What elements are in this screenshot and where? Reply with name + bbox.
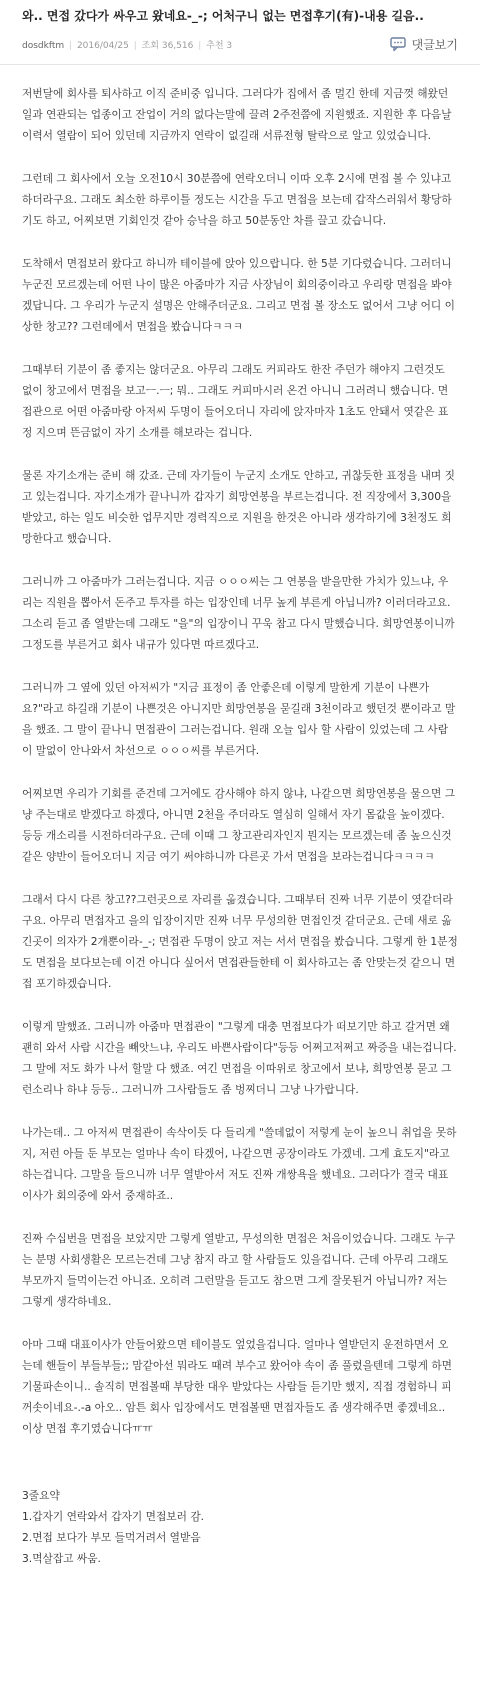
paragraph: 물론 자기소개는 준비 해 갔죠. 근데 자기들이 누군지 소개도 안하고, 귀찮듯한 표정을 내며 짓고 있는겁니다. 자기소개가 끝나니까 갑자기 희망연봉을 부르는겁니다. 전 직장에서 3,300을 받았고, 하는 일도 비슷한 업무지만 경력직으로 지원을 한것은 아니라 생각하기에 3천정도 희망한다고 했습니다.: [22, 469, 455, 545]
view-comments-button[interactable]: [390, 36, 458, 53]
post-meta: [22, 38, 232, 51]
summary-section: [22, 1485, 458, 1569]
paragraph: 그런데 그 회사에서 오늘 오전10시 30분쯤에 연락오더니 이따 오후 2시에 면접 볼 수 있냐고 하더라구요. 그래도 최소한 하루이틀 정도는 시간을 두고 면접을 보는데 갑작스러워서 황당하기도 하고, 어찌보면 기회인것 같아 승낙을 하고 50분동안 차를 끌고 갔습니다.: [22, 172, 452, 227]
post-date: 2016/04/25: [76, 40, 129, 51]
speech-bubble-icon: [390, 37, 408, 52]
post-header: [0, 0, 480, 54]
paragraph: 진짜 수십번을 면접을 보았지만 그렇게 열받고, 무성의한 면접은 처음이었습니다. 그래도 누구는 분명 사회생활은 모르는건데 그냥 참지 라고 할 사람들도 있을겁니다. 근데 아무리 그래도 부모까지 들먹이는건 아니죠. 오히려 그런말을 듣고도 참으면 그게 잘못된거 아닙니까? 저는 그렇게 생각하네요.: [22, 1232, 456, 1308]
meta-separator: |: [198, 40, 202, 51]
paragraph: 그래서 다시 다른 창고??그런곳으로 자리를 옮겼습니다. 그때부터 진짜 너무 기분이 엿같더라구요. 아무리 면접자고 을의 입장이지만 진짜 너무 무성의한 면접인것 같더군요. 근데 새로 옮긴곳이 의자가 2개뿐이라-_-; 면접관 두명이 앉고 저는 서서 면접을 봤습니다. 그렇게 한 1분정도 면접을 보다보는데 이건 아니다 싶어서 면접관들한테 이 회사하고는 좀 안맞는것 같으니 면접 포기하겠습니다.: [22, 893, 458, 990]
paragraph: 아마 그때 대표이사가 안들어왔으면 테이블도 엎었을겁니다. 얼마나 열받던지 운전하면서 오는데 핸들이 부들부들;; 맘같아선 뭐라도 때려 부수고 왔어야 속이 좀 풀렸을텐데 그렇게 하면 기물파손이니.. 솔직히 면접볼때 부당한 대우 받았다는 사람들 듣기만 했지, 직접 경험하니 피꺼솟이네요-.-a 아오.. 암튼 회사 입장에서도 면접볼땐 면접자들도 좀 생각해주면 좋겠네요.. 이상 면접 후기였습니다ㅠㅠ: [22, 1338, 452, 1435]
summary-item: 3.멱살잡고 싸움.: [22, 1552, 101, 1565]
meta-separator: |: [69, 40, 73, 51]
post-body: [0, 65, 480, 1569]
paragraph: 그러니까 그 아줌마가 그러는겁니다. 지금 ㅇㅇㅇ씨는 그 연봉을 받을만한 가치가 있느냐, 우리는 직원을 뽑아서 돈주고 투자를 하는 입장인데 너무 높게 부른게 아닙니까? 이러더라고요. 그소리 듣고 좀 열받는데 그래도 "을"의 입장이니 꾸욱 참고 다시 말했습니다. 희망연봉이니까 그정도를 부른거고 회사 내규가 있다면 따르겠다고.: [22, 575, 455, 651]
paragraph: 어찌보면 우리가 기회를 준건데 그거에도 감사해야 하지 않냐, 나같으면 희망연봉을 물으면 그냥 주는대로 받겠다고 하겠다, 아니면 2천을 주더라도 열심히 일해서 자기 몸값을 높이겠다. 등등 개소리를 시전하더라구요. 근데 이때 그 창고관리자인지 뭔지는 모르겠는데 좀 높으신것 같은 양반이 들어오더니 지금 여기 써야하니까 다른곳 가서 면접을 보라는겁니다ㅋㅋㅋㅋ: [22, 787, 456, 863]
post-views: 조회 36,516: [141, 40, 194, 51]
post-recommends: 추천 3: [206, 40, 233, 51]
paragraph: 도착해서 면접보러 왔다고 하니까 테이블에 앉아 있으랍니다. 한 5분 기다렸습니다. 그러더니 누군진 모르겠는데 어떤 나이 많은 아줌마가 지금 사장님이 회의중이라고 우리랑 면접을 봐야겠답니다. 그 우리가 누군지 설명은 안해주더군요. 그리고 면접 볼 장소도 없어서 그냥 어디 이상한 창고?? 그런데에서 면접을 봤습니다ㅋㅋㅋ: [22, 257, 455, 333]
post-title: 와.. 면접 갔다가 싸우고 왔네요-_-; 어처구니 없는 면접후기(有)-내용 길음..: [22, 9, 424, 23]
view-comments-label: 댓글보기: [411, 37, 458, 52]
post-meta-row: [22, 34, 458, 54]
paragraph: 나가는데.. 그 아저씨 면접관이 속삭이듯 다 들리게 "쓸데없이 저렇게 눈이 높으니 취업을 못하지, 저런 아들 둔 부모는 얼마나 속이 타겠어, 나같으면 공장이라도 가겠네. 그게 효도지"라고 하는겁니다. 그말을 들으니까 너무 열받아서 저도 진짜 개쌍욕을 했네요. 그러다가 결국 대표이사가 회의중에 와서 중재하죠..: [22, 1126, 457, 1202]
paragraph: 이렇게 말했죠. 그러니까 아줌마 면접관이 "그렇게 대충 면접보다가 떠보기만 하고 갈거면 왜 괜히 와서 사람 시간을 빼앗느냐, 우리도 바쁜사람이다"등등 어쩌고저쩌고 짜증을 내는겁니다. 그 말에 저도 화가 나서 할말 다 했죠. 여긴 면접을 이따위로 창고에서 보냐, 희망연봉 묻고 그런소리나 하냐 등등.. 그러니까 그사람들도 좀 벙찌더니 그냥 나가랍니다.: [22, 1020, 457, 1096]
paragraph: 저번달에 회사를 퇴사하고 이직 준비중 입니다. 그러다가 집에서 좀 멀긴 한데 지금껏 해왔던 일과 연관되는 업종이고 잔업이 거의 없다는말에 끌려 2주전쯤에 지원했죠. 지원한 후 다음날 이력서 열람이 되어 있던데 지금까지 연락이 없길래 서류전형 탈락으로 알고 있었습니다.: [22, 87, 452, 142]
paragraph: 그때부터 기분이 좀 좋지는 않더군요. 아무리 그래도 커피라도 한잔 주던가 해야지 그런것도 없이 창고에서 면접을 보고ㅡ.ㅡ; 뭐.. 그래도 커피마시러 온건 아니니 그러려니 했습니다. 면접관으로 어떤 아줌마랑 아저씨 두명이 들어오더니 자리에 앉자마자 1초도 안돼서 엿같은 표정 지으며 뜬금없이 자기 소개를 해보라는 겁니다.: [22, 363, 449, 439]
paragraph: 그러니까 그 옆에 있던 아저씨가 "지금 표정이 좀 안좋은데 이렇게 말한게 기분이 나쁜가요?"라고 하길래 기분이 나쁜것은 아니지만 희망연봉을 묻길래 3천이라고 했던것 뿐이라고 말을 했죠. 그 말이 끝나니 면접관이 그러는겁니다. 원래 오늘 입사 할 사람이 있었는데 그 사람이 말없이 안나와서 차선으로 ㅇㅇㅇ씨를 부른거다.: [22, 681, 456, 757]
summary-title: 3줄요약: [22, 1489, 60, 1502]
post-author[interactable]: dosdkftm: [22, 40, 65, 51]
meta-separator: |: [133, 40, 137, 51]
summary-item: 1.갑자기 연락와서 갑자기 면접보러 감.: [22, 1510, 205, 1523]
summary-item: 2.면접 보다가 부모 들먹거려서 열받음: [22, 1531, 201, 1544]
